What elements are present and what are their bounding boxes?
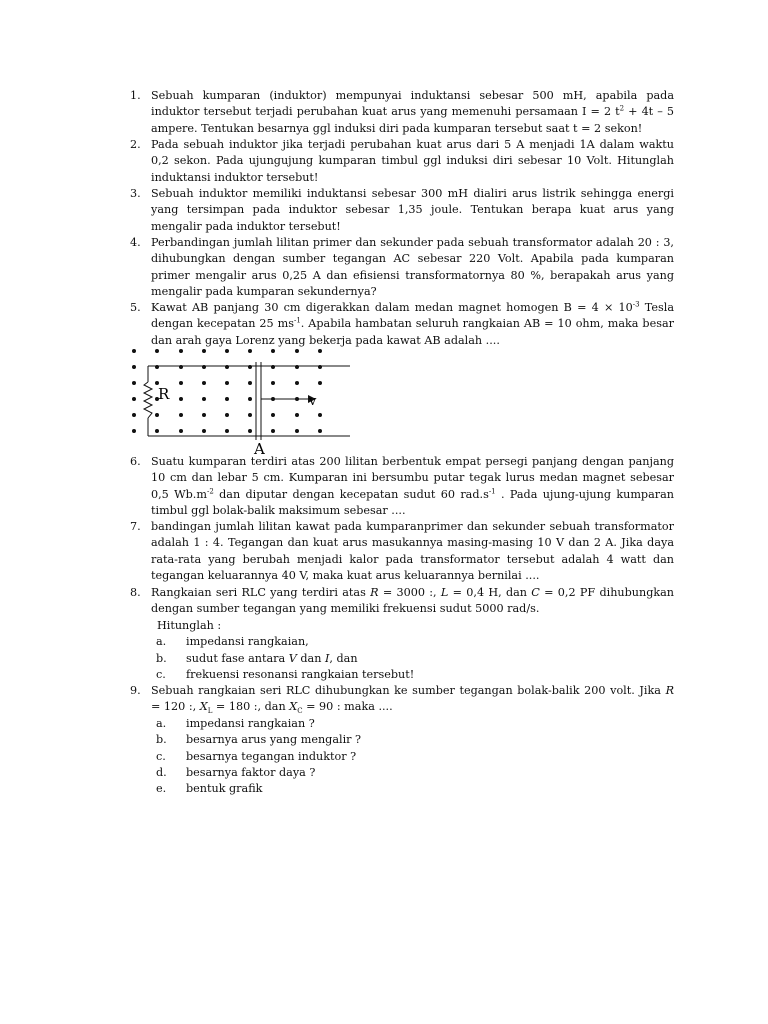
question-text: Suatu kumparan terdiri atas 200 lilitan berbentuk empat persegi panjang dengan panjang 10 cm dan lebar 5 cm. Kumparan ini bersumbu putar tegak lurus medan magnet sebesar 0,5 $Wb.m^{-2}$ dan diputar dengan kecepatan sudut 60 $rad.s^{-1}$ . Pada ujung-ujung kumparan timbul ggl bolak-balik maksimum sebesar .... [151,455,674,517]
magnetic-field-figure [128,342,350,460]
field-dot [225,397,229,401]
label-v: v [309,394,317,409]
question-1 [130,88,674,137]
question-number: 3. [130,187,141,200]
field-dot [132,429,136,433]
field-dot [179,413,183,417]
field-dot [318,349,322,353]
hitunglah-label: Hitunglah : [157,619,222,632]
question-text: Rangkaian seri RLC yang terdiri atas R = 3000 :, L = 0,4 H, dan C = 0,2 PF dihubungkan dengan sumber tegangan yang memiliki frekuensi sudut 5000 rad/s. [151,586,675,616]
field-dot [179,349,183,353]
field-dot [202,413,206,417]
field-dot [248,349,252,353]
question-2 [130,137,674,186]
field-dot [271,413,275,417]
question-text: Perbandingan jumlah lilitan primer dan sekunder pada sebuah transformator adalah 20 : 3, dihubungkan dengan sumber tegangan AC sebesar 220 Volt. Apabila pada kumparan primer mengalir arus 0,25 A dan efisiensi transformatornya 80 %, berapakah arus yang mengalir pada kumparan sekundernya? [151,236,674,298]
question-number: 4. [130,236,141,249]
question-text: Sebuah rangkaian seri RLC dihubungkan ke sumber tegangan bolak-balik 200 volt. Jika R = 120 :, $X_L = 180$ :, dan $X_C = 90$ : maka .... [151,684,674,716]
field-dot [225,429,229,433]
field-dot [155,413,159,417]
field-dot [132,381,136,385]
field-dot [271,381,275,385]
question-3 [130,186,674,235]
field-dot [155,429,159,433]
field-dot [295,381,299,385]
field-dot [132,413,136,417]
field-dot [225,413,229,417]
field-dot [248,413,252,417]
field-dot [295,429,299,433]
question-text: Pada sebuah induktor jika terjadi perubahan kuat arus dari 5 A menjadi 1A dalam waktu 0,2 sekon. Pada ujungujung kumparan timbul ggl induksi diri sebesar 10 Volt. Hitunglah induktansi induktor tersebut! [151,138,674,184]
question-number: 8. [130,586,141,599]
question-number: 9. [130,684,141,697]
question-text: bandingan jumlah lilitan kawat pada kumparanprimer dan sekunder sebuah transformator adalah 1 : 4. Tegangan dan kuat arus masukannya masing-masing 10 V dan 2 A. Jika daya rata-rata yang berubah menjadi kalor pada transformator tersebut adalah 4 watt dan tegangan keluarannya 40 V, maka kuat arus keluarannya bernilai .... [151,520,674,582]
field-dot [225,349,229,353]
question-number: 7. [130,520,141,533]
question-6 [130,454,674,519]
question-number: 6. [130,455,141,468]
label-a: A [254,440,265,458]
question-4 [130,235,674,300]
question-number: 5. [130,301,141,314]
field-dot [271,349,275,353]
field-dot [202,397,206,401]
question-text: Sebuah induktor memiliki induktansi sebesar 300 mH dialiri arus listrik sehingga energi yang tersimpan pada induktor sebesar 1,35 joule. Tentukan berapa kuat arus yang mengalir pada induktor tersebut! [151,187,674,233]
question-text: Sebuah kumparan (induktor) mempunyai induktansi sebesar 500 mH, apabila pada induktor tersebut terjadi perubahan kuat arus yang memenuhi persamaan I = 2 $t^2 + 4t - 5$ ampere. Tentukan besarnya ggl induksi diri pada kumparan tersebut saat t = 2 sekon! [151,89,674,135]
field-dot [295,413,299,417]
field-dot [132,397,136,401]
field-dot [318,429,322,433]
field-dot [318,413,322,417]
field-dot [202,429,206,433]
question-9 [130,683,674,716]
field-dot [248,429,252,433]
question-7 [130,519,674,584]
document-page: 1. Sebuah kumparan (induktor) mempunyai induktansi sebesar 500 mH, apabila pada induktor tersebut terjadi perubahan kuat arus yang memenuhi persamaan I = 2 $t^2 + 4t - 5$ ampere. Tentukan besarnya ggl induksi diri pada kumparan tersebut saat t = 2 sekon! 2. Pada sebuah induktor jika terjadi perubahan kuat arus dari 5 A menjadi 1A dalam waktu 0,2 sekon. Pada ujungujung kumparan timbul ggl induksi diri sebesar 10 Volt. Hitunglah induktansi induktor tersebut! 3. Sebuah induktor memiliki induktansi sebesar 300 mH dialiri arus listrik sehingga energi yang tersimpan pada induktor sebesar 1,35 joule. Tentukan berapa kuat arus yang mengalir pada induktor tersebut! 4. Perbandingan jumlah lilitan primer dan sekunder pada sebuah transformator adalah 20 : 3, dihubungkan dengan sumber tegangan AC sebesar 220 Volt. Apabila pada kumparan primer mengalir arus 0,25 A dan efisiensi transformatornya 80 %, berapakah arus yang mengalir pada kumparan sekundernya? 5. Kawat AB panjang 30 cm digerakkan dalam medan magnet homogen $B = 4 \times 10^{-3}$ Tesla dengan kecepatan 25 $ms^{-1}$. Apabila hambatan seluruh rangkaian AB = 10 ohm, maka besar dan arah gaya Lorenz yang bekerja pada kawat AB adalah .... R v A 6. Suatu kumparan terdiri atas 200 lilitan berbentuk empat persegi panjang dengan panjang 10 cm dan lebar 5 cm. Kumparan ini bersumbu putar tegak lurus medan magnet sebesar 0,5 $Wb.m^{-2}$ dan diputar dengan kecepatan sudut 60 $rad.s^{-1}$ . Pada ujung-ujung kumparan timbul ggl bolak-balik maksimum sebesar .... 7. bandingan jumlah lilitan kawat pada kumparanprimer dan sekunder sebuah transformator adalah 1 : 4. Tegangan dan kuat arus masukannya masing-masing 10 V dan 2 A. Jika daya rata-rata yang berubah menjadi kalor pada transformator tersebut adalah 4 watt dan tegangan keluarannya 40 V, maka kuat arus keluarannya bernilai .... 8. Rangkaian seri RLC yang terdiri atas R = 3000 :, L = 0,4 H, dan C = 0,2 PF dihubungkan dengan sumber tegangan yang memiliki frekuensi sudut 5000 rad/s. Hitunglah : a. impedansi rangkaian, b. sudut fase antara V dan I, dan c. frekuensi resonansi rangkaian tersebut! 9. Sebuah rangkaian seri RLC dihubungkan ke sumber tegangan bolak-balik 200 volt. Jika R = 120 :, $X_L = 180$ :, dan $X_C = 90$ : maka .... a. impedansi rangkaian ? b. besarnya arus yang mengalir ? c. besarnya tegangan induktor ? d. besarnya faktor daya ? e. bentuk grafik [0,0,768,1024]
question-text: Kawat AB panjang 30 cm digerakkan dalam medan magnet homogen $B = 4 \times 10^{-3}$ Tesla dengan kecepatan 25 $ms^{-1}$. Apabila hambatan seluruh rangkaian AB = 10 ohm, maka besar dan arah gaya Lorenz yang bekerja pada kawat AB adalah .... [151,300,674,347]
field-dot [179,429,183,433]
field-dot [271,429,275,433]
resistor-symbol [144,382,152,418]
question-number: 2. [130,138,141,151]
field-dot [179,397,183,401]
field-dot [248,381,252,385]
field-dot [155,349,159,353]
field-dot [225,381,229,385]
question-8 [130,585,674,618]
field-dot [202,381,206,385]
field-dot [179,381,183,385]
field-dot [202,349,206,353]
field-dot [248,397,252,401]
question-number: 1. [130,89,141,102]
field-dot [132,365,136,369]
field-dot [318,381,322,385]
field-dot [295,349,299,353]
field-dot [132,349,136,353]
label-r: R [158,385,170,403]
